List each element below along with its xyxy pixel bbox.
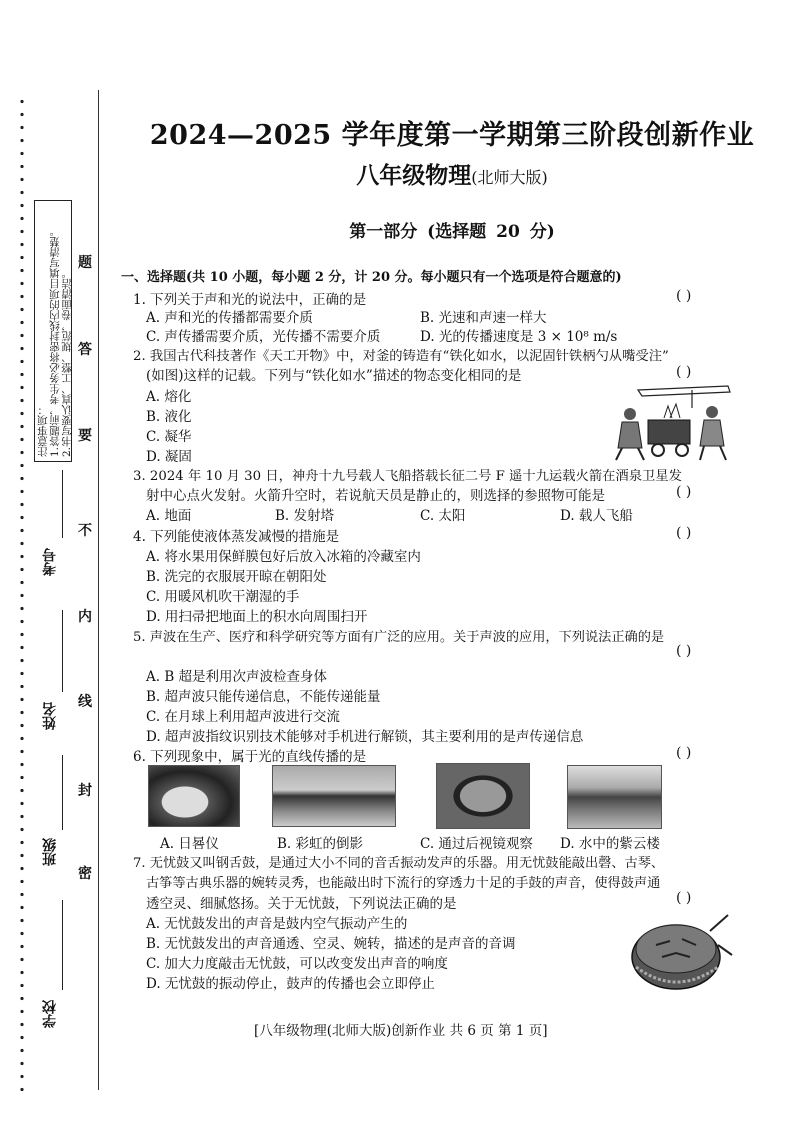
page-subtitle bbox=[120, 157, 784, 190]
seal-char: 密 bbox=[78, 866, 92, 882]
class-label: 班级 bbox=[42, 838, 58, 866]
q1-stem: 1. 下列关于声和光的说法中，正确的是 bbox=[133, 292, 367, 308]
q3-stem-line2: 射中心点火发射。火箭升空时，若说航天员是静止的，则选择的参照物可能是 bbox=[146, 488, 605, 504]
q2-option-d[interactable]: D. 凝固 bbox=[146, 449, 192, 465]
seal-char: 封 bbox=[78, 783, 92, 799]
q4-option-d[interactable]: D. 用扫帚把地面上的积水向周围扫开 bbox=[146, 609, 368, 625]
q5-stem: 5. 声波在生产、医疗和科学研究等方面有广泛的应用。关于声波的应用，下列说法正确的是 bbox=[133, 630, 665, 645]
q1-option-a[interactable]: A. 声和光的传播都需要介质 bbox=[146, 310, 313, 326]
page-title: 2024—2025 学年度第一学期第三阶段创新作业 bbox=[149, 120, 755, 151]
casting-illustration bbox=[608, 382, 736, 462]
name-line[interactable] bbox=[62, 610, 63, 692]
q6-option-a[interactable]: A. 日晷仪 bbox=[160, 836, 219, 852]
q3-stem-line1: 3. 2024 年 10 月 30 日，神舟十九号载人飞船搭载长征二号 F 遥十九运载火箭在酒泉卫星发 bbox=[133, 469, 682, 484]
q7-answer-paren[interactable]: ( ) bbox=[676, 890, 692, 906]
q6-answer-paren[interactable]: ( ) bbox=[676, 745, 692, 761]
seal-char: 要 bbox=[78, 428, 92, 444]
rainbow-reflection-image bbox=[272, 765, 396, 827]
part-heading: 第一部分 (选择题 20 分) bbox=[349, 222, 555, 242]
notice-item-1: 1.答题前，考生务必将密封线内的项目填写清楚。 bbox=[49, 226, 61, 457]
notice-item-2: 2.书写要认真、工整、规范，卷面清洁。 bbox=[61, 268, 73, 457]
q2-answer-paren[interactable]: ( ) bbox=[676, 364, 692, 380]
q2-option-b[interactable]: B. 液化 bbox=[146, 409, 192, 425]
seal-char: 线 bbox=[78, 694, 92, 710]
tongue-drum-illustration bbox=[626, 905, 736, 995]
seal-char: 内 bbox=[78, 609, 92, 625]
q6-option-b[interactable]: B. 彩虹的倒影 bbox=[277, 836, 364, 852]
name-label: 姓名 bbox=[42, 702, 58, 730]
q3-option-a[interactable]: A. 地面 bbox=[146, 508, 192, 524]
q4-answer-paren[interactable]: ( ) bbox=[676, 525, 692, 541]
q3-option-c[interactable]: C. 太阳 bbox=[420, 508, 466, 524]
page-footer: [八年级物理(北师大版)创新作业 共 6 页 第 1 页] bbox=[254, 1023, 548, 1039]
q5-answer-paren[interactable]: ( ) bbox=[676, 643, 692, 659]
q2-option-a[interactable]: A. 熔化 bbox=[146, 389, 192, 405]
q5-option-d[interactable]: D. 超声波指纹识别技术能够对手机进行解锁，其主要利用的是声传递信息 bbox=[146, 729, 584, 745]
school-line[interactable] bbox=[62, 900, 63, 990]
rearview-mirror-image bbox=[436, 763, 530, 829]
sundial-image bbox=[148, 765, 240, 827]
q4-option-a[interactable]: A. 将水果用保鲜膜包好后放入冰箱的冷藏室内 bbox=[146, 549, 421, 565]
section-heading: 一、选择题(共 10 小题，每小题 2 分，计 20 分。每小题只有一个选项是符合题意的) bbox=[121, 270, 622, 285]
q2-stem-line1: 2. 我国古代科技著作《天工开物》中，对釜的铸造有“铁化如水，以泥固针铁柄勺从嘴受注” bbox=[133, 349, 669, 364]
seal-char: 题 bbox=[78, 255, 92, 271]
q6-option-c[interactable]: C. 通过后视镜观察 bbox=[420, 836, 533, 852]
q4-stem: 4. 下列能使液体蒸发减慢的措施是 bbox=[133, 529, 340, 545]
class-line[interactable] bbox=[62, 755, 63, 830]
q2-stem-line2: (如图)这样的记载。下列与“铁化如水”描述的物态变化相同的是 bbox=[146, 368, 522, 384]
q7-option-c[interactable]: C. 加大力度敲击无忧鼓，可以改变发出声音的响度 bbox=[146, 956, 448, 972]
q1-option-d[interactable]: D. 光的传播速度是 3 × 10⁸ m/s bbox=[420, 329, 618, 345]
subject-title: 八年级物理 bbox=[356, 162, 472, 189]
notice-title: 注意事项： bbox=[37, 404, 49, 457]
seal-char: 答 bbox=[78, 342, 92, 358]
q2-option-c[interactable]: C. 凝华 bbox=[146, 429, 192, 445]
q7-stem-line2: 古筝等古典乐器的婉转灵秀，也能敲出时下流行的穿透力十足的手鼓的声音，使得鼓声通 bbox=[146, 876, 661, 891]
q7-stem-line3: 透空灵、细腻悠扬。关于无忧鼓，下列说法正确的是 bbox=[146, 896, 457, 912]
q5-option-b[interactable]: B. 超声波只能传递信息，不能传递能量 bbox=[146, 689, 381, 705]
q3-option-d[interactable]: D. 载人飞船 bbox=[560, 508, 633, 524]
q1-option-b[interactable]: B. 光速和声速一样大 bbox=[420, 310, 547, 326]
q1-answer-paren[interactable]: ( ) bbox=[676, 288, 692, 304]
ziyun-tower-reflection-image bbox=[567, 765, 662, 829]
q7-stem-line1: 7. 无忧鼓又叫钢舌鼓，是通过大小不同的音舌振动发声的乐器。用无忧鼓能敲出磬、古琴、 bbox=[133, 856, 665, 871]
q4-option-b[interactable]: B. 洗完的衣服展开晾在朝阳处 bbox=[146, 569, 327, 585]
q6-option-d[interactable]: D. 水中的紫云楼 bbox=[560, 836, 660, 852]
q3-option-b[interactable]: B. 发射塔 bbox=[275, 508, 335, 524]
seal-line bbox=[98, 90, 99, 1090]
binding-dots bbox=[17, 95, 27, 1095]
seal-char: 不 bbox=[78, 523, 92, 539]
school-label: 学校 bbox=[42, 1000, 58, 1028]
q6-stem: 6. 下列现象中，属于光的直线传播的是 bbox=[133, 749, 367, 765]
exam-no-line[interactable] bbox=[62, 470, 63, 538]
edition-label: (北师大版) bbox=[471, 168, 548, 187]
q7-option-d[interactable]: D. 无忧鼓的振动停止，鼓声的传播也会立即停止 bbox=[146, 976, 435, 992]
q5-option-a[interactable]: A. B 超是利用次声波检查身体 bbox=[146, 669, 328, 685]
q7-option-b[interactable]: B. 无忧鼓发出的声音通透、空灵、婉转，描述的是声音的音调 bbox=[146, 936, 516, 952]
q3-answer-paren[interactable]: ( ) bbox=[676, 484, 692, 500]
q5-option-c[interactable]: C. 在月球上利用超声波进行交流 bbox=[146, 709, 340, 725]
q7-option-a[interactable]: A. 无忧鼓发出的声音是鼓内空气振动产生的 bbox=[146, 916, 408, 932]
notice-box bbox=[34, 200, 72, 462]
q1-option-c[interactable]: C. 声传播需要介质，光传播不需要介质 bbox=[146, 329, 381, 345]
q4-option-c[interactable]: C. 用暖风机吹干潮湿的手 bbox=[146, 589, 300, 605]
exam-no-label: 考号 bbox=[42, 548, 58, 576]
